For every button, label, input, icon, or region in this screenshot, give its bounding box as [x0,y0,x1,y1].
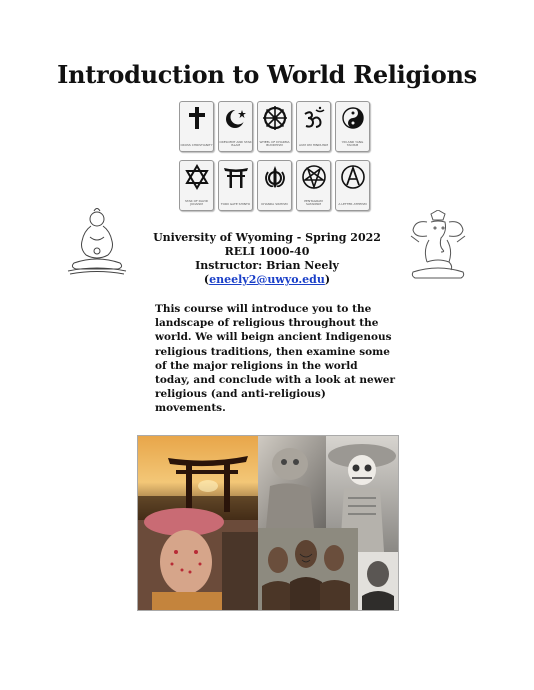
email-close-paren: ) [324,273,331,286]
course-description: This course will introduce you to the landscape of religious throughout the world. We will beign ancient Indigenous religious traditions, then examine some of the major religions in the world today, and conclude with a look at newer religious (and anti-religious) movements. [155,303,395,415]
symbol-caption: KHANDA SIKHISM [261,202,288,207]
khanda-icon [262,164,288,190]
symbol-card [335,101,370,152]
university-line: University of Wyoming - Spring 2022 [153,231,381,244]
symbol-card [296,160,331,211]
symbol-card [218,101,253,152]
symbol-card [296,101,331,152]
course-info [0,231,534,287]
symbol-card [179,160,214,211]
symbol-card [257,101,292,152]
religion-symbols-grid [179,101,373,215]
symbol-card [179,101,214,152]
email-link[interactable]: eneely2@uwyo.edu [209,273,325,286]
email-line [0,273,534,287]
dharma-wheel-icon [262,105,288,131]
pentagram-icon [301,164,327,190]
painted-face-photo [138,508,258,610]
star-of-david-icon [184,164,210,190]
symbol-card [257,160,292,211]
a-letter-icon [340,164,366,190]
crescent-star-icon [223,105,249,131]
symbol-caption: CRESCENT AND STAR ISLAM [219,139,252,148]
instructor-line: Instructor: Brian Neely [195,259,339,272]
religions-photo-collage [137,435,399,611]
symbol-caption: PENTAGRAM SATANISM [304,198,323,207]
symbol-caption: YIN AND YANG TAOISM [341,139,364,148]
page-title: Introduction to World Religions [57,60,477,89]
symbol-caption: CROSS CHRISTIANITY [180,143,213,148]
elder-portrait-photo [358,552,398,610]
symbol-caption: AUM OM HINDUISM [299,143,328,148]
symbol-caption: STAR OF DAVID JUDAISM [185,198,208,207]
torii-photo [138,436,258,520]
symbol-card [335,160,370,211]
cross-icon [184,105,210,131]
symbol-card [218,160,253,211]
email-open-paren: ( [203,273,210,286]
om-icon [301,105,327,131]
yin-yang-icon [340,105,366,131]
symbol-caption: WHEEL OF DHARMA BUDDHISM [259,139,290,148]
course-code: RELI 1000-40 [224,245,310,258]
tattooed-men-photo [258,528,358,610]
stone-carving-photo [258,436,326,528]
torii-icon [223,164,249,190]
symbol-caption: A LETTER ATHEISM [338,202,367,207]
symbol-caption: TORII GATE SHINTO [220,202,251,207]
